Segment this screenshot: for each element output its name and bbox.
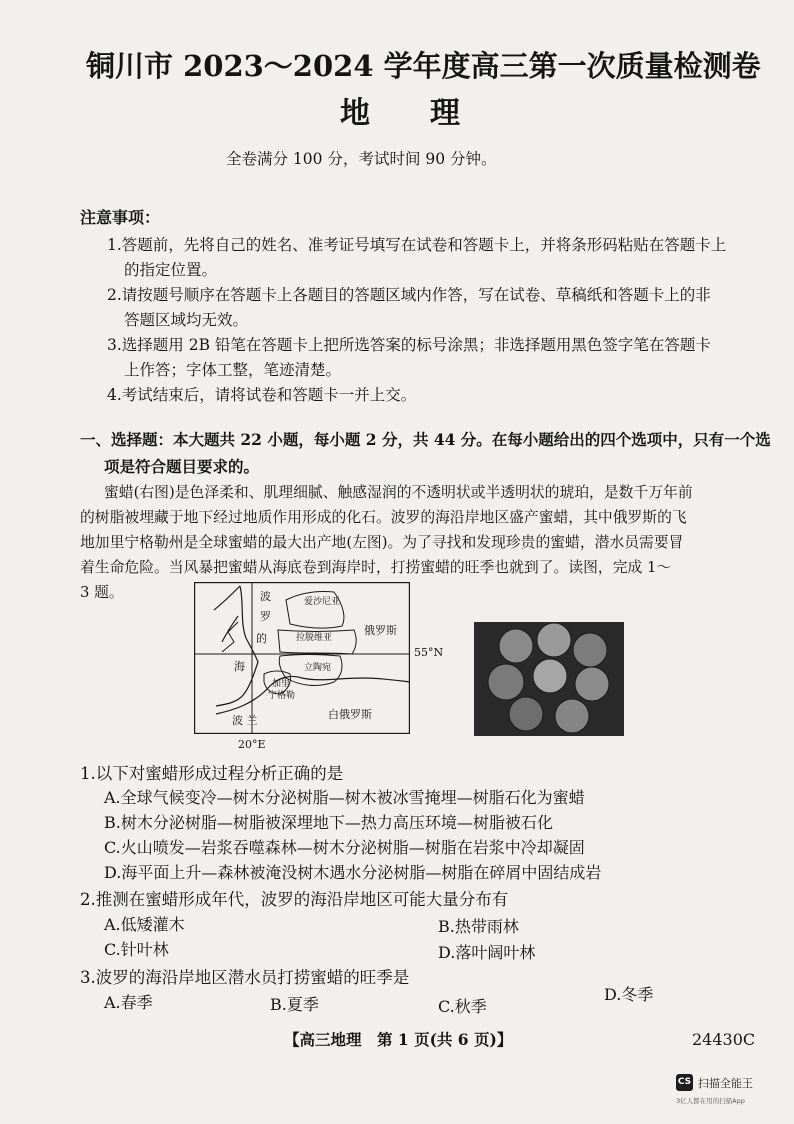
amber-bead [537,623,571,657]
passage-line: 地加里宁格勒州是全球蜜蜡的最大出产地(左图)。为了寻找和发现珍贵的蜜蜡，潜水员需要冒 [80,534,684,551]
subject-title: 地理 [340,96,520,131]
notice-line: 2.请按题号顺序在答题卡上各题目的答题区域内作答，写在试卷、草稿纸和答题卡上的非 [107,286,711,304]
exam-title: 铜川市 2023～2024 学年度高三第一次质量检测卷 [86,49,761,83]
map-label-lithuania: 立陶宛 [304,663,332,673]
paper-code: 24430C [692,1030,756,1049]
question-option: C.秋季 [438,997,487,1016]
passage-line: 蜜蜡(右图)是色泽柔和、肌理细腻、触感湿润的不透明状或半透明状的琥珀，是数千万年前 [104,484,693,501]
amber-bead [555,699,589,733]
question-option: C.火山喷发—岩浆吞噬森林—树木分泌树脂—树脂在岩浆中冷却凝固 [104,838,585,857]
map-label-belarus: 白俄罗斯 [328,708,372,721]
question-option: C.针叶林 [104,940,169,959]
question-stem: 1.以下对蜜蜡形成过程分析正确的是 [80,764,344,783]
question-option: B.夏季 [270,995,319,1014]
map-label-sea: 海 [234,660,245,673]
notice-heading: 注意事项： [80,208,161,227]
camscanner-name: 扫描全能王 [698,1077,753,1090]
passage-line: 3 题。 [80,584,124,601]
baltic-map-svg [194,582,410,734]
passage-line: 着生命危险。当风暴把蜜蜡从海底卷到海岸时，打捞蜜蜡的旺季也就到了。读图，完成 1～ [80,559,672,576]
amber-bead [573,633,607,667]
map-label-kaliningrad: 宁格勒 [268,691,296,701]
camscanner-tagline: 3亿人都在用的扫描App [676,1097,745,1105]
amber-bead [488,664,524,700]
question-option: D.落叶阔叶林 [438,943,536,962]
question-option: A.全球气候变冷—树木分泌树脂—树木被冰雪掩埋—树脂石化为蜜蜡 [104,788,585,807]
score-note: 全卷满分 100 分，考试时间 90 分钟。 [226,150,497,168]
south-border [216,676,410,714]
question-stem: 3.波罗的海沿岸地区潜水员打捞蜜蜡的旺季是 [80,968,410,987]
question-option: B.热带雨林 [438,917,519,936]
amber-bead [575,667,609,701]
map-label-sea: 罗 [260,610,271,623]
question-option: A.低矮灌木 [104,915,185,934]
map-label-russia: 俄罗斯 [364,624,397,637]
question-option: B.树木分泌树脂—树脂被深埋地下—热力高压环境—树脂被石化 [104,813,553,832]
map-latitude-label: 55°N [414,646,444,659]
amber-beads-svg [474,622,624,736]
baltic-map [194,582,444,751]
map-label-sea: 的 [256,632,267,645]
amber-bead [509,697,543,731]
question-option: D.海平面上升—森林被淹没树木遇水分泌树脂—树脂在碎屑中固结成岩 [104,863,602,882]
notice-line: 4.考试结束后，请将试卷和答题卡一并上交。 [107,386,417,404]
amber-bead [499,629,533,663]
amber-bead [533,659,567,693]
question-option: D.冬季 [604,985,654,1004]
notice-line: 的指定位置。 [124,261,218,279]
map-label-latvia: 拉脱维亚 [296,633,333,643]
question-option: A.春季 [104,993,153,1012]
page-footer: 【高三地理 第 1 页(共 6 页)】 [284,1030,513,1049]
map-label-estonia: 爱沙尼亚 [304,597,341,607]
map-label-sea: 波 [260,590,271,603]
passage-line: 的树脂被埋藏于地下经过地质作用形成的化石。波罗的海沿岸地区盛产蜜蜡，其中俄罗斯的飞 [80,509,687,526]
map-longitude-label: 20°E [238,738,266,751]
notice-line: 3.选择题用 2B 铅笔在答题卡上把所选答案的标号涂黑；非选择题用黑色签字笔在答题卡 [107,336,711,354]
question-stem: 2.推测在蜜蜡形成年代，波罗的海沿岸地区可能大量分布有 [80,890,509,909]
coastline [214,586,258,706]
notice-line: 答题区域均无效。 [124,311,249,329]
amber-photo [474,622,624,736]
camscanner-logo-icon: CS [676,1074,693,1091]
notice-line: 1.答题前，先将自己的姓名、准考证号填写在试卷和答题卡上，并将条形码粘贴在答题卡上 [107,236,727,254]
map-label-poland: 波 兰 [232,714,258,727]
map-label-kaliningrad: 加里 [272,679,291,689]
section-heading-cont: 项是符合题目要求的。 [104,457,260,476]
notice-line: 上作答；字体工整，笔迹清楚。 [124,361,342,379]
section-heading: 一、选择题：本大题共 22 小题，每小题 2 分，共 44 分。在每小题给出的四个选项中，只有一个选 [80,430,771,449]
